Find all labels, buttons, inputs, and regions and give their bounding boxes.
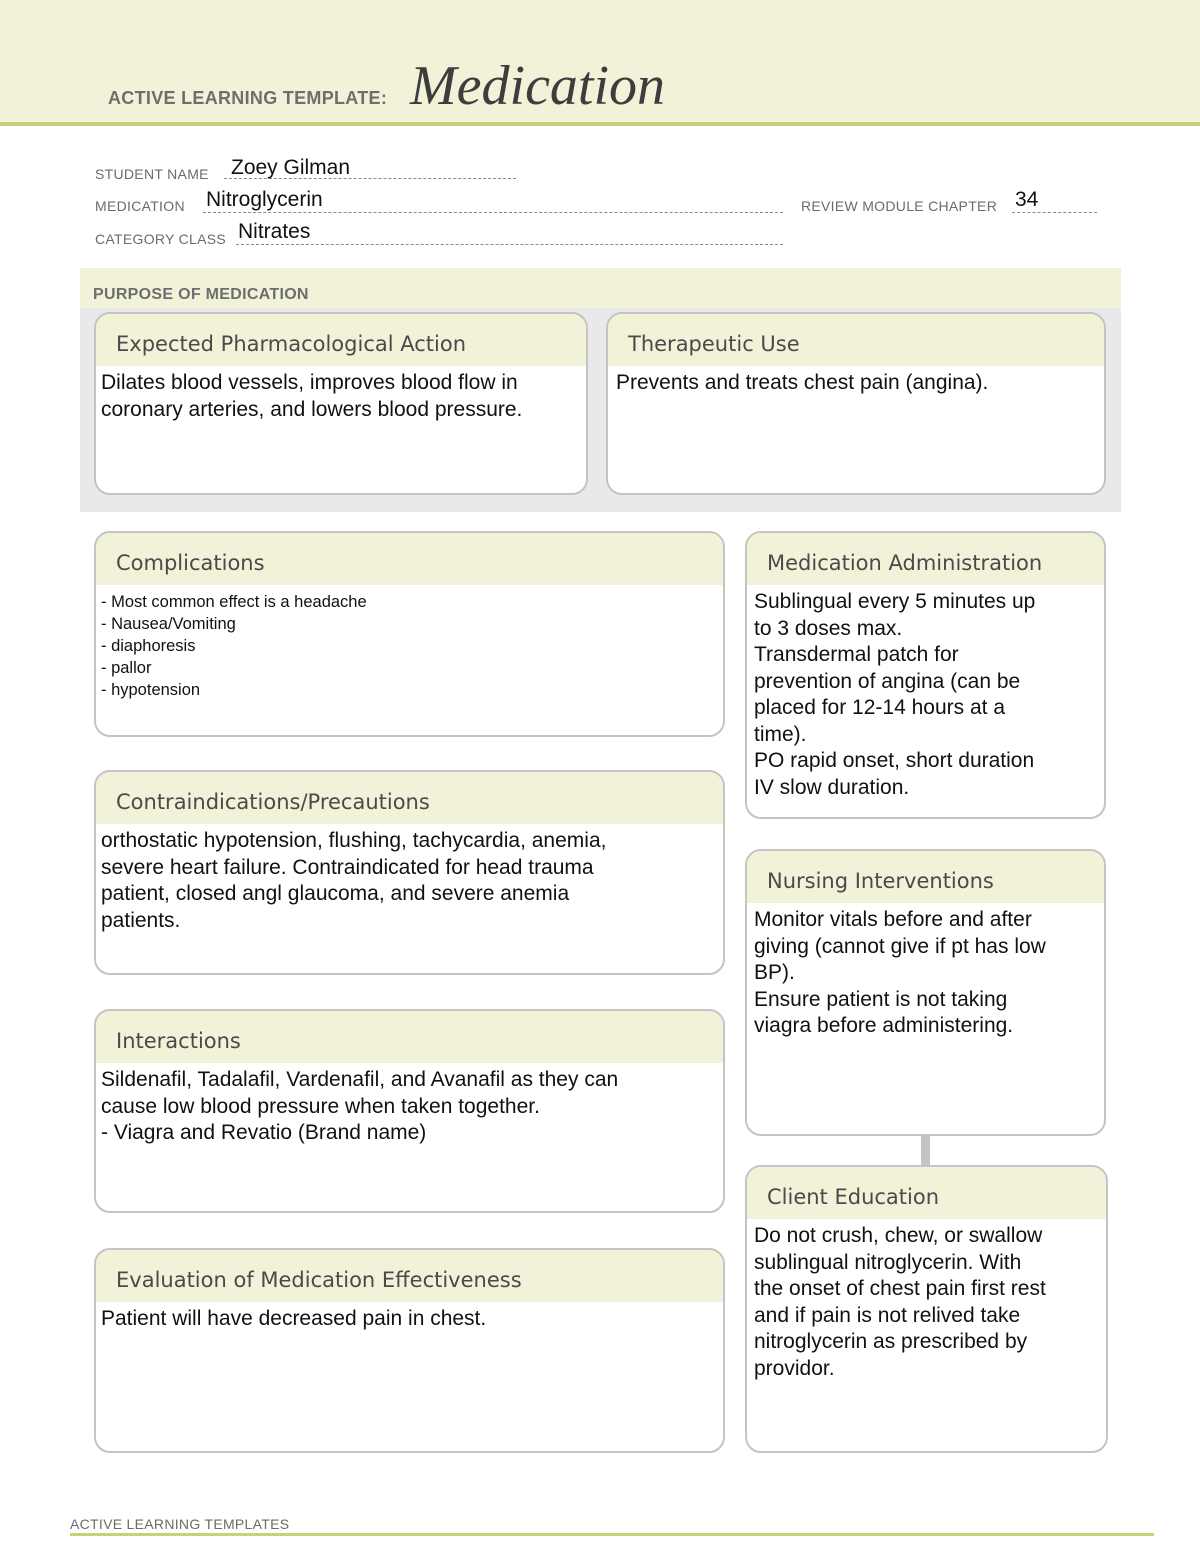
student-name-label: STUDENT NAME bbox=[95, 166, 209, 182]
contraindications-text[interactable]: orthostatic hypotension, flushing, tachycardia, anemia, severe heart failure. Contraindicated for head trauma patient, closed angl glaucoma, and severe anemia patients. bbox=[101, 829, 607, 932]
client-education-text[interactable]: Do not crush, chew, or swallow sublingual nitroglycerin. With the onset of chest pain first rest and if pain is not relived take nitroglycerin as prescribed by providor. bbox=[754, 1224, 1046, 1380]
purpose-label: PURPOSE OF MEDICATION bbox=[93, 286, 309, 303]
medication-field[interactable]: Nitroglycerin bbox=[206, 188, 323, 211]
card-connector bbox=[921, 1135, 930, 1167]
evaluation-card bbox=[94, 1248, 725, 1453]
review-chapter-field[interactable]: 34 bbox=[1015, 188, 1039, 211]
review-chapter-label: REVIEW MODULE CHAPTER bbox=[801, 198, 998, 214]
category-class-label: CATEGORY CLASS bbox=[95, 231, 227, 247]
medication-line bbox=[203, 212, 783, 213]
complications-title: Complications bbox=[116, 551, 265, 575]
client-education-card bbox=[745, 1165, 1108, 1453]
evaluation-title: Evaluation of Medication Effectiveness bbox=[116, 1268, 522, 1292]
administration-card bbox=[745, 531, 1106, 819]
template-title: Medication bbox=[410, 55, 666, 117]
category-class-line bbox=[236, 244, 783, 245]
expected-action-title: Expected Pharmacological Action bbox=[116, 332, 467, 356]
header-divider bbox=[0, 122, 1200, 126]
category-class-field[interactable]: Nitrates bbox=[238, 220, 311, 243]
client-education-title: Client Education bbox=[767, 1185, 940, 1209]
complications-text[interactable]: - Most common effect is a headache - Nausea/Vomiting - diaphoresis - pallor - hypotension bbox=[101, 593, 367, 699]
nursing-interventions-title: Nursing Interventions bbox=[767, 869, 994, 893]
expected-action-text[interactable]: Dilates blood vessels, improves blood flow in coronary arteries, and lowers blood pressure. bbox=[101, 371, 523, 421]
complications-card bbox=[94, 531, 725, 737]
nursing-interventions-card bbox=[745, 849, 1106, 1136]
interactions-card bbox=[94, 1009, 725, 1213]
student-name-field[interactable]: Zoey Gilman bbox=[231, 156, 351, 179]
contraindications-card bbox=[94, 770, 725, 975]
contraindications-title: Contraindications/Precautions bbox=[116, 790, 430, 814]
footer-label: ACTIVE LEARNING TEMPLATES bbox=[70, 1516, 290, 1532]
administration-text[interactable]: Sublingual every 5 minutes up to 3 doses max. Transdermal patch for prevention of angina (can be placed for 12-14 hours at a time). PO rapid onset, short duration IV slow duration. bbox=[754, 590, 1036, 799]
review-chapter-line bbox=[1012, 212, 1097, 213]
therapeutic-use-title: Therapeutic Use bbox=[628, 332, 800, 356]
interactions-title: Interactions bbox=[116, 1029, 241, 1053]
interactions-text[interactable]: Sildenafil, Tadalafil, Vardenafil, and Avanafil as they can cause low blood pressure when taken together. - Viagra and Revatio (Brand name) bbox=[101, 1068, 619, 1144]
nursing-interventions-text[interactable]: Monitor vitals before and after giving (cannot give if pt has low BP). Ensure patient is not taking viagra before administering. bbox=[754, 908, 1046, 1037]
medication-label: MEDICATION bbox=[95, 198, 185, 214]
therapeutic-use-text[interactable]: Prevents and treats chest pain (angina). bbox=[616, 371, 989, 394]
administration-title: Medication Administration bbox=[767, 551, 1043, 575]
therapeutic-use-card bbox=[606, 312, 1106, 495]
footer-divider bbox=[70, 1533, 1154, 1536]
expected-action-card bbox=[94, 312, 588, 495]
template-label: ACTIVE LEARNING TEMPLATE: bbox=[108, 88, 388, 108]
evaluation-text[interactable]: Patient will have decreased pain in chest. bbox=[101, 1307, 487, 1330]
